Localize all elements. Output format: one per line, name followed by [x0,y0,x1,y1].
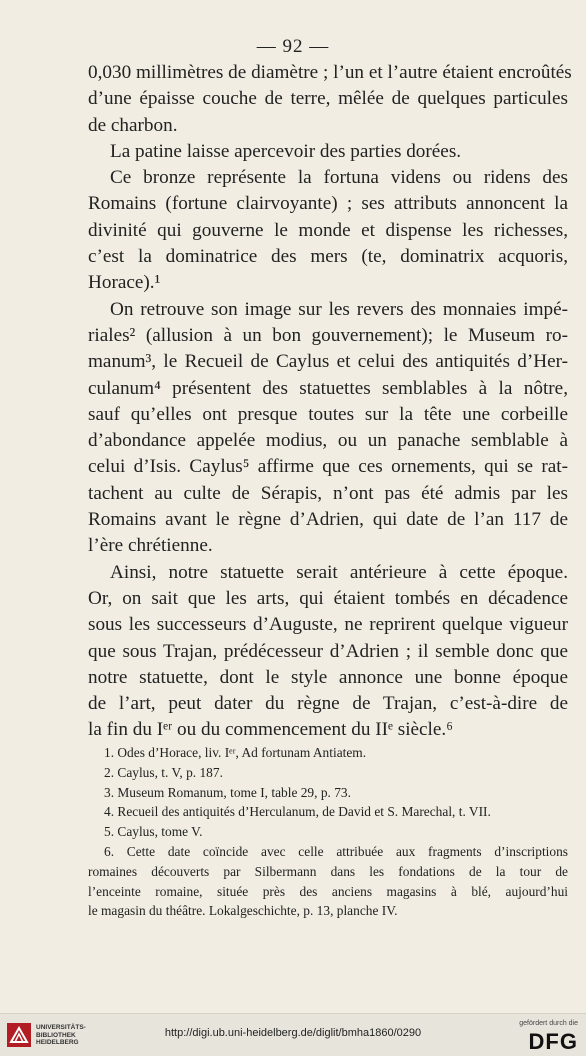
body-line: Romains (fortune clairvoyante) ; ses attributs annoncent la [88,193,568,215]
body-text [88,60,572,744]
body-line: de l’art, peut dater du règne de Trajan, c’est-à-dire de [88,693,568,715]
footnote-line: 2. Caylus, t. V, p. 187. [104,764,223,780]
document-url-link[interactable]: http://digi.ub.uni-heidelberg.de/diglit/bmha1860/0290 [164,1027,422,1039]
body-line: tachent au culte de Sérapis, n’ont pas été admis par les [88,482,568,504]
body-line: la fin du Iᵉʳ ou du commencement du IIᵉ siècle.⁶ [88,719,453,741]
body-line: sauf qu’elles ont presque toutes sur la tête une corbeille [88,403,568,425]
body-line: On retrouve son image sur les revers des monnaies impé- [110,298,568,320]
body-line: 0,030 millimètres de diamètre ; l’un et l’autre étaient encroûtés [88,62,572,83]
body-line: manum³, le Recueil de Caylus et celui des antiquités d’Her- [88,351,568,373]
body-line: l’ère chrétienne. [88,535,213,557]
body-line: sous les successeurs d’Auguste, ne reprirent quelque vigueur [88,614,568,636]
body-line: divinité qui gouverne le monde et dispense les richesses, [88,219,568,241]
footnote-line: romaines découverts par Silbermann dans les fondations de la tour de [88,863,568,879]
dfg-caption: gefördert durch die [519,1020,578,1027]
body-line: que sous Trajan, prédécesseur d’Adrien ; il semble donc que [88,640,568,662]
body-line: d’une épaisse couche de terre, mêlée de quelques particules [88,88,568,110]
body-line: culanum⁴ présentent des statuettes semblables à la nôtre, [88,377,568,399]
body-line: notre statuette, dont le style annonce une bonne époque [88,666,568,688]
footnote-line: l’enceinte romaine, située près des anciens magasins à blé, aujourd’hui [88,883,568,899]
footnote-line: 1. Odes d’Horace, liv. Iᵉʳ, Ad fortunam Antiatem. [104,745,367,760]
viewer-footer [0,1013,586,1056]
footnote-line: 6. Cette date coïncide avec celle attribuée aux fragments d’inscriptions [104,843,568,859]
footnote-line: le magasin du théâtre. Lokalgeschichte, p. 13, planche IV. [88,903,398,919]
footnotes [88,743,568,921]
body-line: Ce bronze représente la fortuna videns ou ridens des [110,167,568,189]
body-line: riales² (allusion à un bon gouvernement); le Museum ro- [88,324,568,346]
body-line: La patine laisse apercevoir des parties dorées. [110,140,462,162]
uni-line-1: UNIVERSITÄTS- [36,1024,86,1031]
body-line: de charbon. [88,114,178,136]
dfg-logo: DFG [528,1029,578,1054]
page-number-header: — 92 — [256,36,330,57]
uni-line-2: BIBLIOTHEK [36,1031,76,1039]
body-line: Or, on sait que les arts, qui étaient tombés en décadence [88,587,568,609]
body-line: Horace).¹ [88,272,161,294]
uni-line-3: HEIDELBERG [36,1039,79,1046]
body-line: Ainsi, notre statuette serait antérieure à cette époque. [110,561,568,583]
footnote-line: 4. Recueil des antiquités d’Herculanum, de David et S. Marechal, t. VII. [104,804,491,820]
footnote-line: 3. Museum Romanum, tome I, table 29, p. 73. [104,784,351,800]
body-line: d’abondance appelée modius, ou un panache semblable à [88,430,568,452]
footnote-line: 5. Caylus, tome V. [104,824,203,840]
body-line: c’est la dominatrice des mers (te, dominatrix acquoris, [88,246,568,268]
body-line: Romains avant le règne d’Adrien, qui date de l’an 117 de [88,509,568,531]
body-line: celui d’Isis. Caylus⁵ affirme que ces ornements, qui se rat- [88,456,568,478]
